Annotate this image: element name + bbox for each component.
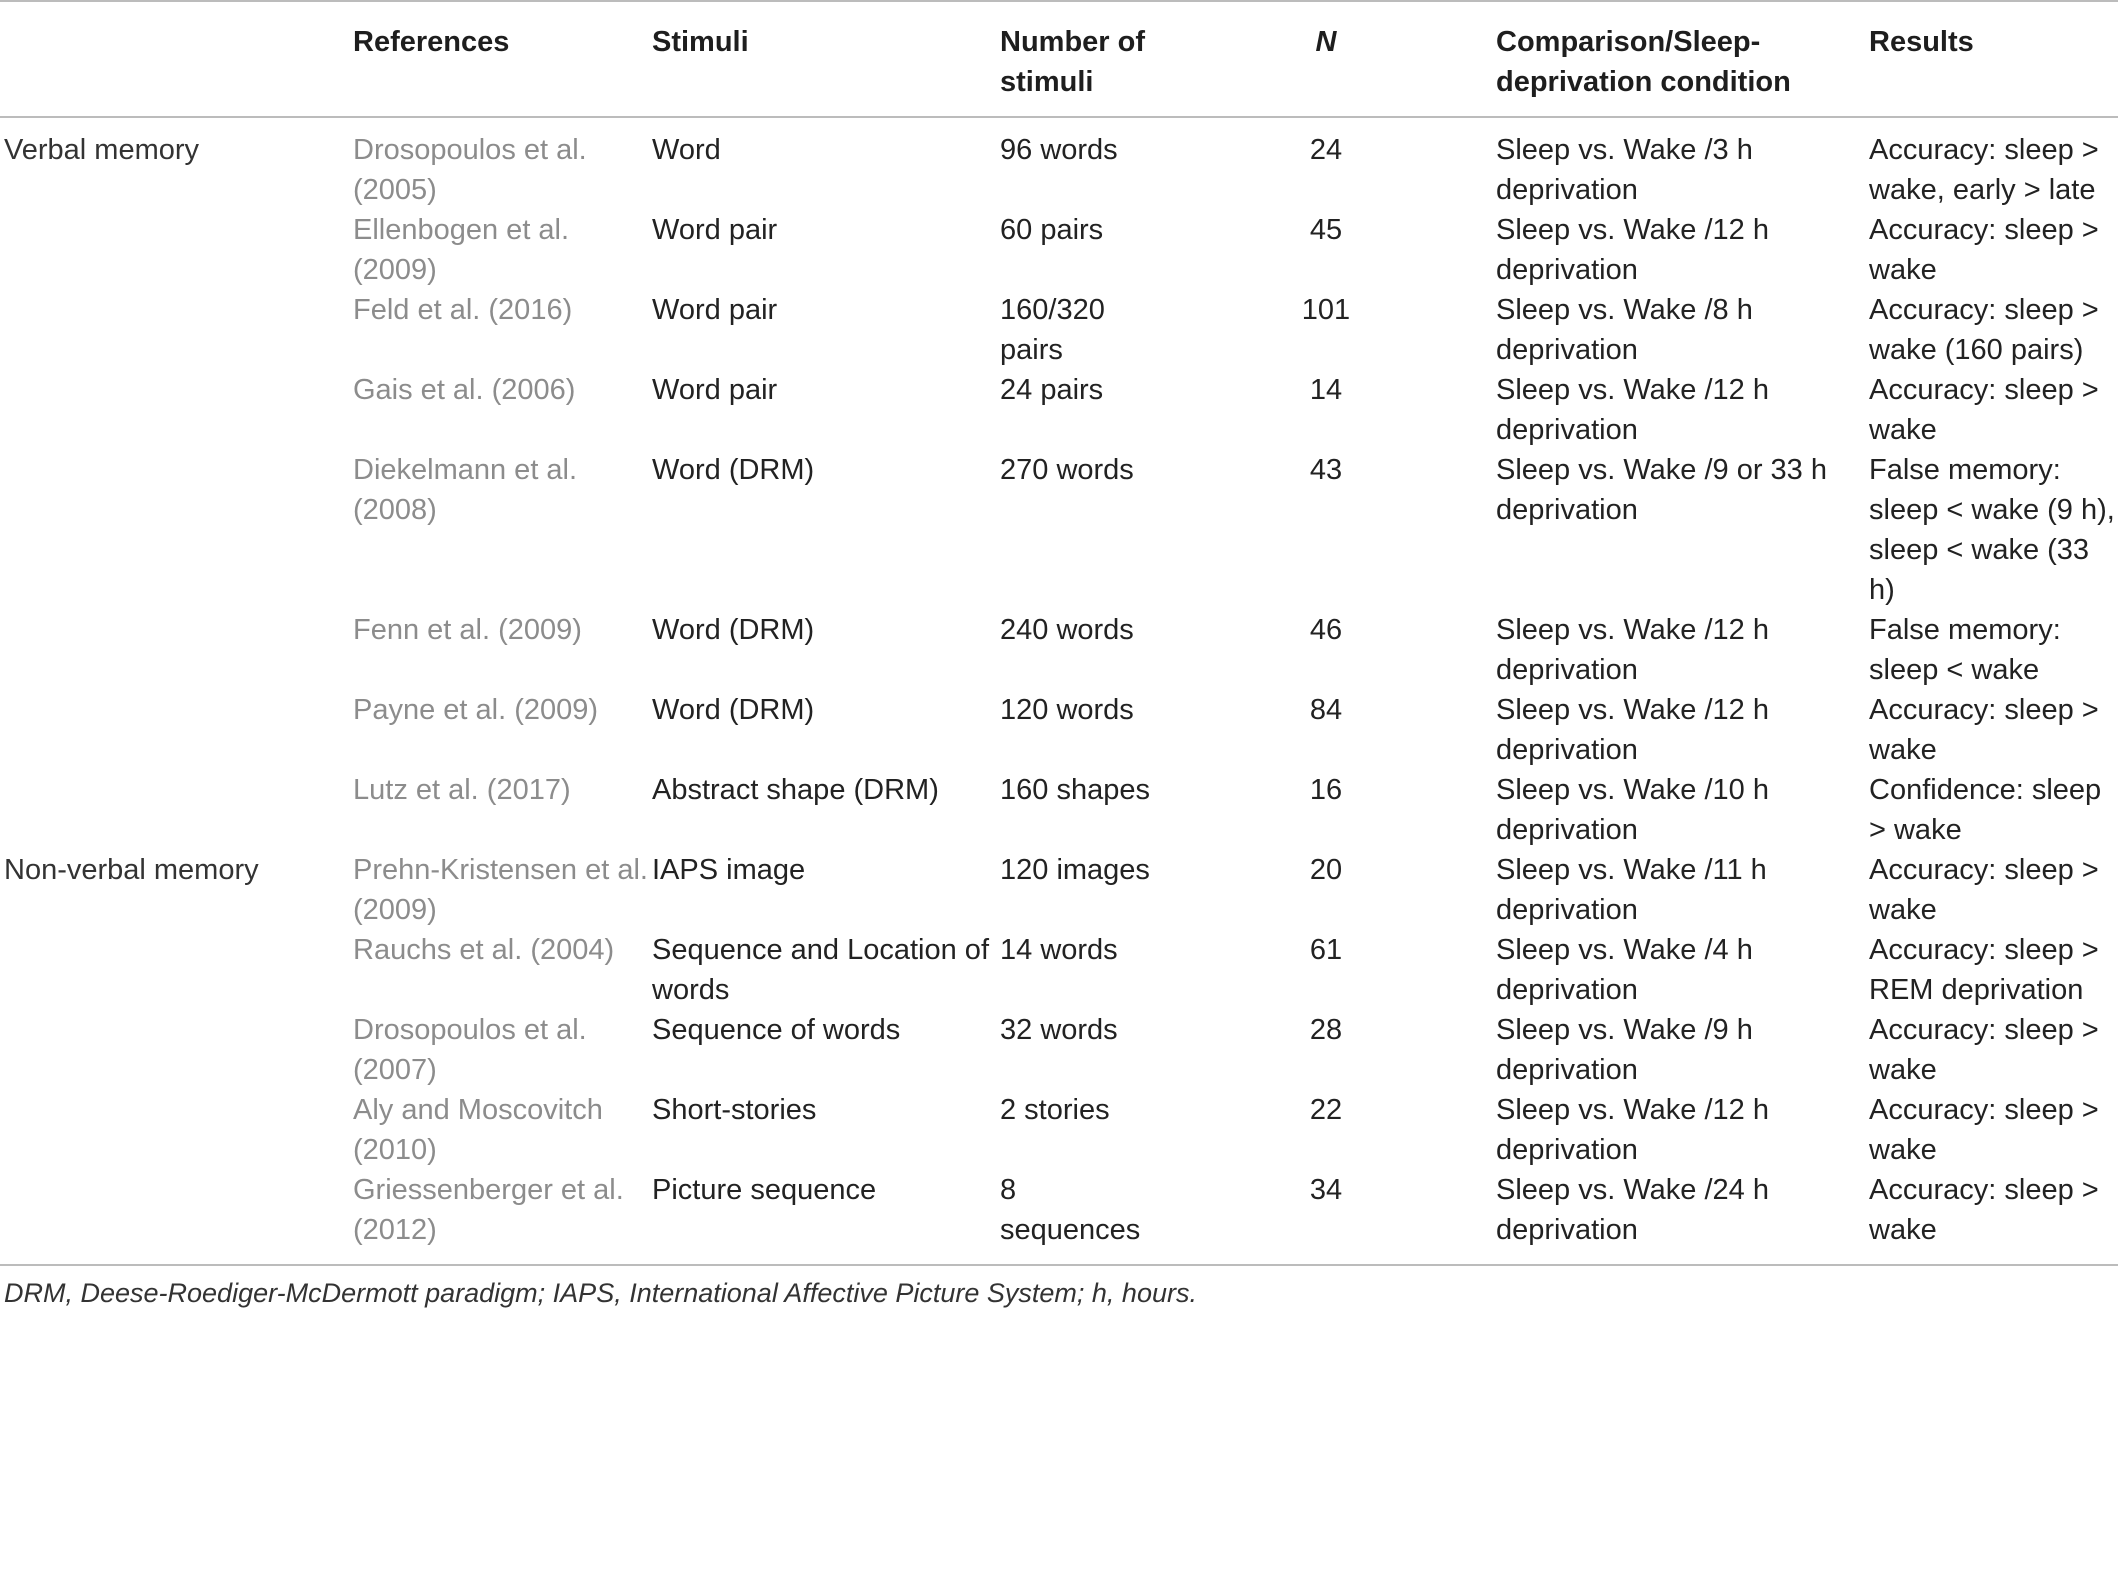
cell-number: 8 sequences: [1000, 1174, 1141, 1246]
cell-n: 61: [1309, 934, 1343, 966]
cell-results: Accuracy: sleep > wake: [1869, 694, 2099, 766]
cell-n: 45: [1309, 214, 1343, 246]
cell-results: Accuracy: sleep > REM deprivation: [1869, 934, 2099, 1006]
cell-comparison: Sleep vs. Wake /4 h deprivation: [1496, 934, 1753, 1006]
cell-category: [0, 450, 353, 610]
cell-stimuli: Word (DRM): [652, 694, 815, 726]
table-header-row: [0, 1, 2118, 117]
header-n: N: [1315, 26, 1337, 58]
table-row: [0, 290, 2118, 370]
cell-results: Accuracy: sleep > wake (160 pairs): [1869, 294, 2099, 366]
cell-category: [0, 1090, 353, 1170]
table-row: [0, 1010, 2118, 1090]
cell-results: Accuracy: sleep > wake: [1869, 374, 2099, 446]
cell-comparison: Sleep vs. Wake /24 h deprivation: [1496, 1174, 1769, 1246]
cell-category: [0, 1010, 353, 1090]
cell-category: [0, 210, 353, 290]
cell-reference: Prehn-Kristensen et al. (2009): [353, 854, 648, 926]
cell-stimuli: Sequence of words: [652, 1014, 901, 1046]
header-references: References: [353, 26, 510, 58]
cell-reference: Drosopoulos et al. (2005): [353, 134, 587, 206]
cell-results: Confidence: sleep > wake: [1869, 774, 2102, 846]
cell-n: 43: [1309, 454, 1343, 486]
cell-number: 120 images: [1000, 854, 1150, 886]
cell-stimuli: Word (DRM): [652, 454, 815, 486]
cell-comparison: Sleep vs. Wake /12 h deprivation: [1496, 1094, 1769, 1166]
cell-stimuli: Word pair: [652, 294, 778, 326]
cell-results: False memory: sleep < wake: [1869, 614, 2061, 686]
cell-number: 270 words: [1000, 454, 1134, 486]
cell-results: Accuracy: sleep > wake, early > late: [1869, 134, 2099, 206]
cell-category: [0, 370, 353, 450]
table-body: [0, 117, 2118, 1265]
cell-number: 240 words: [1000, 614, 1134, 646]
cell-reference: Rauchs et al. (2004): [353, 934, 615, 966]
cell-reference: Diekelmann et al. (2008): [353, 454, 578, 526]
cell-reference: Ellenbogen et al. (2009): [353, 214, 570, 286]
cell-results: Accuracy: sleep > wake: [1869, 854, 2099, 926]
cell-reference: Aly and Moscovitch (2010): [353, 1094, 603, 1166]
cell-comparison: Sleep vs. Wake /12 h deprivation: [1496, 374, 1769, 446]
cell-comparison: Sleep vs. Wake /12 h deprivation: [1496, 614, 1769, 686]
cell-category: Verbal memory: [4, 134, 200, 166]
cell-category: [0, 690, 353, 770]
cell-category: [0, 770, 353, 850]
cell-results: Accuracy: sleep > wake: [1869, 1174, 2099, 1246]
header-results: Results: [1869, 26, 1974, 58]
cell-n: 101: [1301, 294, 1351, 326]
table-row: [0, 770, 2118, 850]
cell-number: 2 stories: [1000, 1094, 1110, 1126]
cell-number: 160 shapes: [1000, 774, 1150, 806]
cell-stimuli: Picture sequence: [652, 1174, 877, 1206]
cell-stimuli: Word (DRM): [652, 614, 815, 646]
cell-stimuli: Abstract shape (DRM): [652, 774, 939, 806]
table-row: [0, 117, 2118, 210]
cell-number: 96 words: [1000, 134, 1118, 166]
cell-n: 84: [1309, 694, 1343, 726]
cell-category: [0, 610, 353, 690]
cell-stimuli: Word pair: [652, 214, 778, 246]
cell-reference: Payne et al. (2009): [353, 694, 599, 726]
cell-category: [0, 1170, 353, 1265]
header-number-of-stimuli: Number of stimuli: [1000, 26, 1145, 98]
cell-n: 34: [1309, 1174, 1343, 1206]
cell-n: 24: [1309, 134, 1343, 166]
table-row: [0, 850, 2118, 930]
cell-reference: Feld et al. (2016): [353, 294, 573, 326]
cell-reference: Fenn et al. (2009): [353, 614, 582, 646]
cell-comparison: Sleep vs. Wake /11 h deprivation: [1496, 854, 1767, 926]
cell-comparison: Sleep vs. Wake /10 h deprivation: [1496, 774, 1769, 846]
cell-reference: Griessenberger et al. (2012): [353, 1174, 624, 1246]
cell-n: 46: [1309, 614, 1343, 646]
cell-comparison: Sleep vs. Wake /9 h deprivation: [1496, 1014, 1753, 1086]
cell-results: False memory: sleep < wake (9 h), sleep < wake (33 h): [1869, 454, 2115, 606]
header-stimuli: Stimuli: [652, 26, 749, 58]
cell-stimuli: Word pair: [652, 374, 778, 406]
table-footnote: DRM, Deese-Roediger-McDermott paradigm; IAPS, International Affective Picture System; h, hours.: [4, 1278, 1197, 1308]
cell-n: 14: [1309, 374, 1343, 406]
cell-n: 22: [1309, 1094, 1343, 1126]
cell-n: 28: [1309, 1014, 1343, 1046]
cell-reference: Lutz et al. (2017): [353, 774, 571, 806]
cell-results: Accuracy: sleep > wake: [1869, 214, 2099, 286]
cell-category: Non-verbal memory: [4, 854, 259, 886]
table-row: [0, 610, 2118, 690]
cell-reference: Gais et al. (2006): [353, 374, 576, 406]
cell-category: [0, 930, 353, 1010]
cell-reference: Drosopoulos et al. (2007): [353, 1014, 587, 1086]
table-row: [0, 930, 2118, 1010]
cell-number: 32 words: [1000, 1014, 1118, 1046]
cell-results: Accuracy: sleep > wake: [1869, 1094, 2099, 1166]
table-row: [0, 1090, 2118, 1170]
cell-number: 24 pairs: [1000, 374, 1104, 406]
cell-comparison: Sleep vs. Wake /3 h deprivation: [1496, 134, 1753, 206]
header-comparison: Comparison/Sleep-deprivation condition: [1496, 26, 1791, 98]
cell-comparison: Sleep vs. Wake /8 h deprivation: [1496, 294, 1753, 366]
cell-number: 14 words: [1000, 934, 1118, 966]
cell-n: 16: [1309, 774, 1343, 806]
table-row: [0, 210, 2118, 290]
cell-category: [0, 290, 353, 370]
table-row: [0, 450, 2118, 610]
cell-number: 120 words: [1000, 694, 1134, 726]
cell-comparison: Sleep vs. Wake /9 or 33 h deprivation: [1496, 454, 1827, 526]
cell-number: 60 pairs: [1000, 214, 1104, 246]
cell-stimuli: Word: [652, 134, 721, 166]
cell-stimuli: IAPS image: [652, 854, 806, 886]
cell-comparison: Sleep vs. Wake /12 h deprivation: [1496, 694, 1769, 766]
table-row: [0, 370, 2118, 450]
cell-results: Accuracy: sleep > wake: [1869, 1014, 2099, 1086]
table-footer-row: [0, 1265, 2118, 1312]
cell-stimuli: Short-stories: [652, 1094, 817, 1126]
cell-n: 20: [1309, 854, 1343, 886]
cell-comparison: Sleep vs. Wake /12 h deprivation: [1496, 214, 1769, 286]
table-row: [0, 690, 2118, 770]
cell-number: 160/320 pairs: [1000, 294, 1105, 366]
table-row: [0, 1170, 2118, 1265]
header-category: [0, 1, 353, 117]
cell-stimuli: Sequence and Location of words: [652, 934, 989, 1006]
